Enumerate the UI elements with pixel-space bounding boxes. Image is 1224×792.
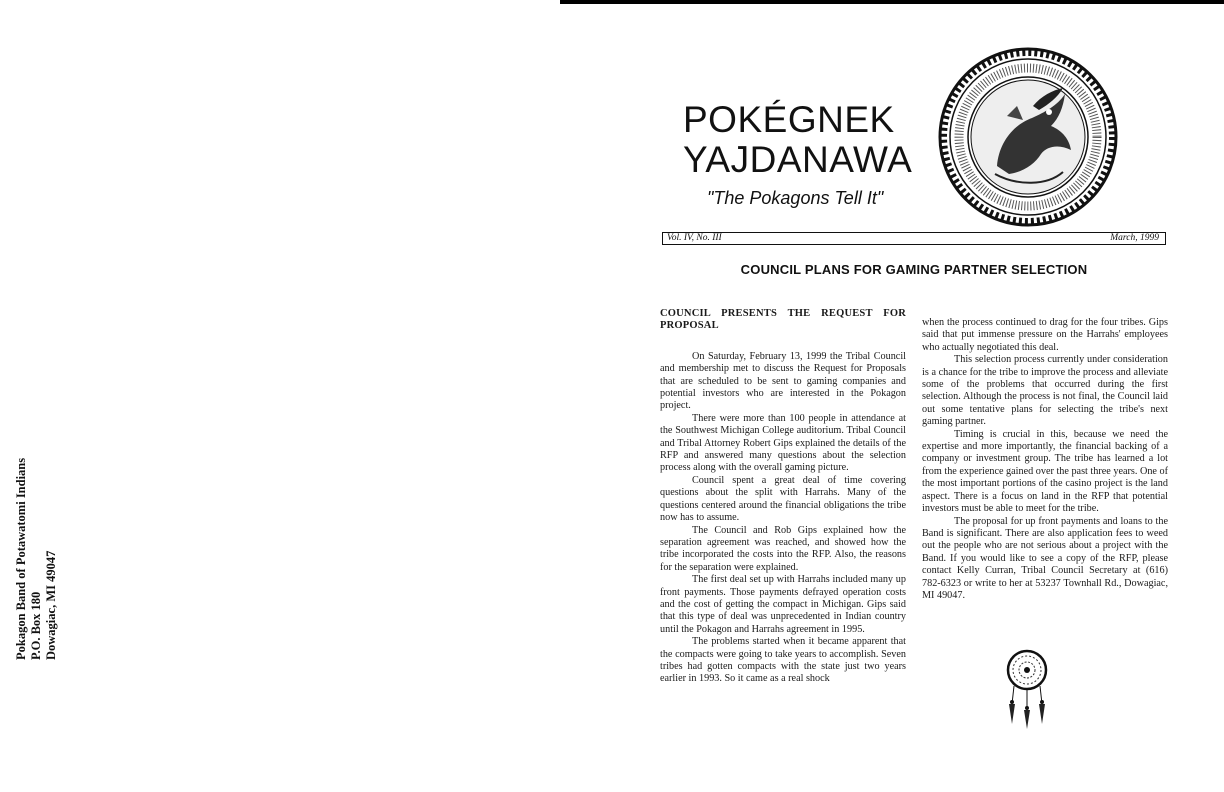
- article-paragraph: Council spent a great deal of time covering questions about the split with Harrahs. Many of the questions centered around the financial obligations the tribe now has to assume.: [660, 474, 906, 524]
- masthead-title-line-2: YAJDANAWA: [683, 139, 913, 180]
- masthead-title: [683, 100, 912, 180]
- article-paragraph: The problems started when it became apparent that the compacts were going to take years to accomplish. Seven tribes had gotten compacts with the state just two years earlier in 1993. So it came as a real shock: [660, 636, 906, 685]
- article-paragraph: On Saturday, February 13, 1999 the Tribal Council and membership met to discuss the Request for Proposals that are scheduled to be sent to gaming companies and potential investors who are interested in the Pokagon project.: [660, 350, 906, 412]
- article-paragraph: This selection process currently under consideration is a chance for the tribe to improve the process and alleviate some of the problems that occurred during the first selection. Although the process is not final, the Council laid out some tentative plans for selecting the tribe's next gaming partner.: [922, 354, 1168, 428]
- section-heading: COUNCIL PRESENTS THE REQUEST FOR PROPOSAL: [660, 308, 906, 332]
- article-column-right: [922, 317, 1168, 602]
- mailing-line-2: P.O. Box 180: [29, 591, 43, 660]
- article-paragraph: The Council and Rob Gips explained how the separation agreement was reached, and showed how the tribe incorporated the costs into the RFP. Also, the reasons for the separation were explained.: [660, 524, 906, 573]
- masthead-title-line-1: POKÉGNEK: [683, 99, 895, 140]
- article-headline: COUNCIL PLANS FOR GAMING PARTNER SELECTION: [740, 262, 1088, 277]
- tribal-seal-logo: [937, 46, 1119, 228]
- mailing-address: [14, 400, 59, 660]
- article-column-left: [660, 308, 906, 686]
- mailing-line-3: Dowagiac, MI 49047: [44, 550, 58, 660]
- article-paragraph: when the process continued to drag for the four tribes. Gips said that put immense pressure on the Harrahs' employees who actually negotiated this deal.: [922, 317, 1168, 353]
- top-edge-strip: [560, 0, 1224, 4]
- issue-info-bar: [662, 232, 1166, 245]
- issue-date: March, 1999: [1110, 233, 1159, 243]
- article-paragraph: There were more than 100 people in attendance at the Southwest Michigan College auditorium. Tribal Council and Tribal Attorney Robert Gips explained the details of the RFP and answered many questions about the selection process along with the overall gaming picture.: [660, 412, 906, 474]
- issue-volume: Vol. IV, No. III: [667, 233, 722, 243]
- article-paragraph: Timing is crucial in this, because we need the expertise and more importantly, the financial backing of a company or investment group. The tribe has learned a lot from the experience gained over the past three years. One of the most important portions of the casino project is the land aspect. There is a focus on land in the RFP that potential investors must be able to meet for the tribe.: [922, 428, 1168, 515]
- masthead-subtitle: "The Pokagons Tell It": [707, 188, 884, 208]
- article-paragraph: The first deal set up with Harrahs included many up front payments. Those payments defrayed operation costs and the cost of getting the compact in Michigan. Gips said that this type of deal was unprecedented in Indian country until the Pokagon and Harrahs agreement in 1995.: [660, 574, 906, 635]
- dreamcatcher-icon: [1000, 648, 1054, 730]
- mailing-line-1: Pokagon Band of Potawatomi Indians: [14, 457, 28, 660]
- article-paragraph: The proposal for up front payments and loans to the Band is significant. There are also application fees to weed out the people who are not serious about a project with the Band. If you would like to see a copy of the RFP, please contact Kelly Curran, Tribal Council Secretary at (616) 782-6323 or write to her at 53237 Townhall Rd., Dowagiac, MI 49047.: [922, 515, 1168, 601]
